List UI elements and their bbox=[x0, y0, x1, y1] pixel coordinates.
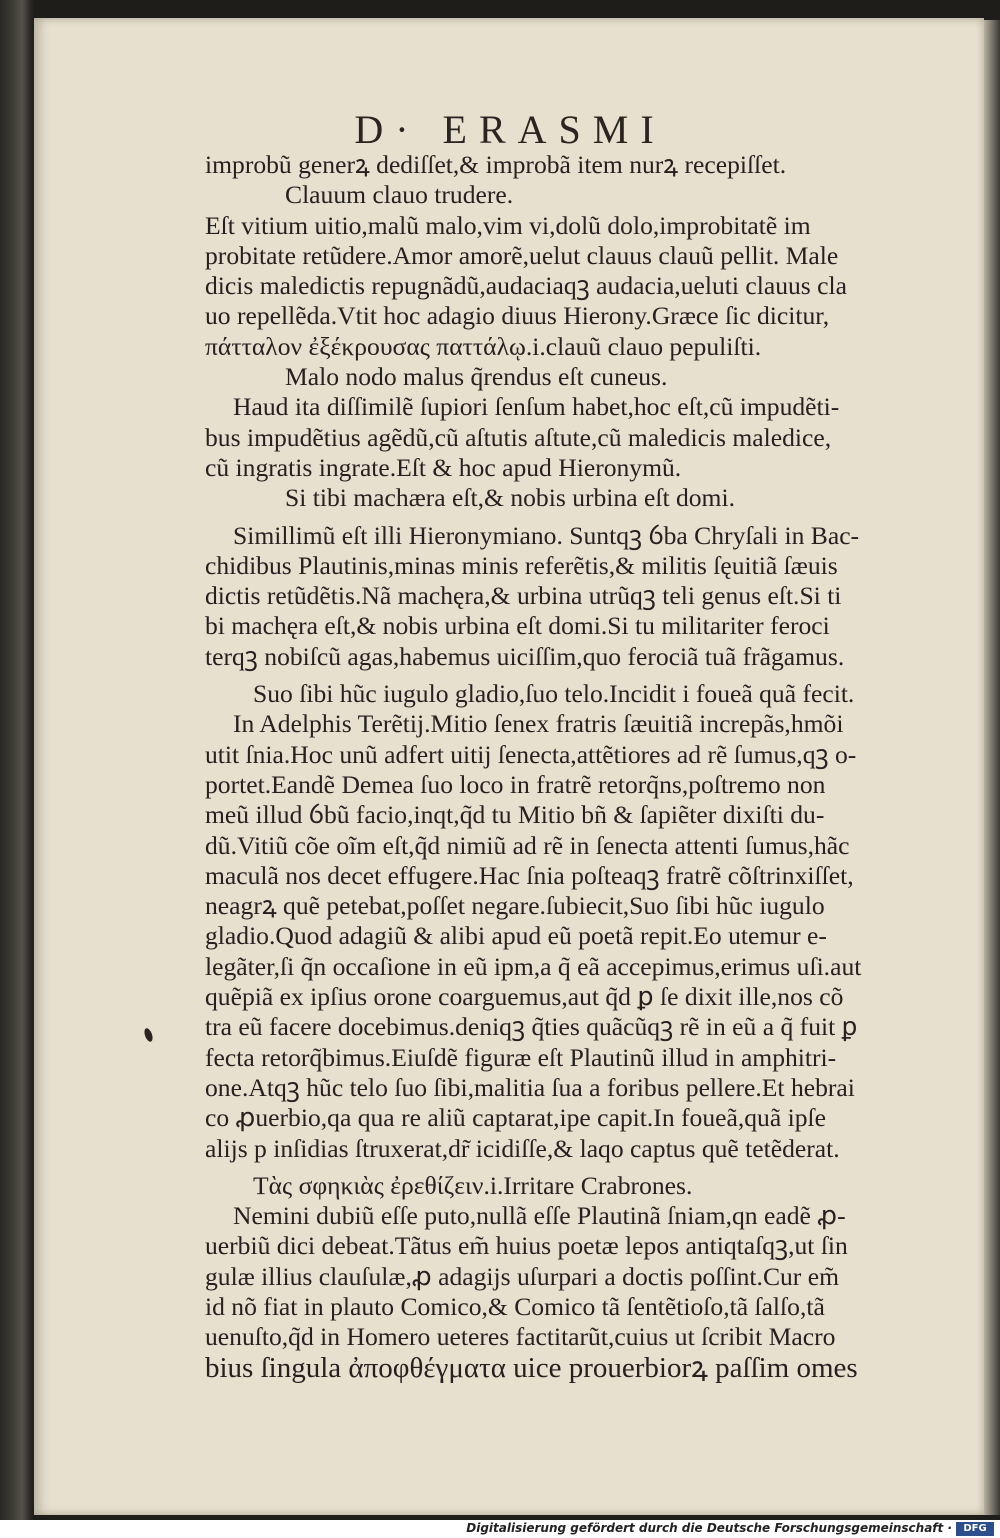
text-line: tra eũ facere docebimus.deniqꝫ q̃ties quãcũqꝫ rẽ in eũ a q̃ fuit ꝑ bbox=[205, 1012, 858, 1042]
text-line: alijs p inſidias ſtruxerat,dr̃ icidiſſe,& laqo captus quẽ tetẽderat. bbox=[205, 1133, 840, 1163]
text-line: bus impudẽtius agẽdũ,cũ aſtutis aſtute,cũ maledicis maledice, bbox=[205, 422, 832, 452]
text-line: neagrꝝ quẽ petebat,poſſet negare.ſubiecit,Suo ſibi hũc iugulo bbox=[205, 891, 825, 921]
text-line: maculã nos decet effugere.Hac ſnia poſteaqꝫ fratrẽ cõſtrinxiſſet, bbox=[205, 860, 854, 890]
text-line: bius ſingula ἀποφθέγματα uice prouerbiorꝝ paſſim omes bbox=[205, 1352, 858, 1383]
text-line: utit ſnia.Hoc unũ adfert uitij ſenecta,attẽtiores ad rẽ ſumus,qꝫ o- bbox=[205, 739, 857, 769]
text-line: Suo ſibi hũc iugulo gladio,ſuo telo.Incidit i foueã quã fecit. bbox=[253, 679, 855, 709]
text-line: id nõ fiat in plauto Comico,& Comico tã ſentẽtioſo,tã ſalſo,tã bbox=[205, 1291, 825, 1321]
page-edge bbox=[984, 20, 1000, 1515]
text-line: meũ illud ỽbũ facio,inqt,q̃d tu Mitio bñ & ſapiẽter dixiſti du- bbox=[205, 800, 825, 830]
text-line: gulæ illius clauſulæ,ꝓ adagijs uſurpari a doctis poſſint.Cur em̃ bbox=[205, 1261, 839, 1291]
text-line: Clauum clauo trudere. bbox=[285, 180, 514, 210]
text-line: Si tibi machæra eſt,& nobis urbina eſt domi. bbox=[285, 483, 735, 513]
text-line: uerbiũ dici debeat.Tãtus em̃ huius poetæ lepos antiqtaſqꝫ,ut ſin bbox=[205, 1231, 848, 1261]
text-line: Malo nodo malus q̃rendus eſt cuneus. bbox=[285, 362, 668, 392]
text-line: co ꝓuerbio,qa qua re aliũ captarat,ipe capit.In foueã,quã ipſe bbox=[205, 1103, 826, 1133]
running-header: D· ERASMI bbox=[354, 107, 666, 152]
text-line: cũ ingratis ingrate.Eſt & hoc apud Hieronymũ. bbox=[205, 452, 682, 482]
text-line: Nemini dubiũ eſſe puto,nullã eſſe Plautinã ſniam,qn eadẽ ꝓ- bbox=[233, 1201, 846, 1231]
text-line: bi machęra eſt,& nobis urbina eſt domi.Si tu militariter feroci bbox=[205, 611, 830, 641]
text-line: In Adelphis Terẽtij.Mitio ſenex fratris ſæuitiã increpãs,hmõi bbox=[233, 709, 844, 739]
text-line: Haud ita diſſimilẽ ſupiori ſenſum habet,hoc eſt,cũ impudẽti- bbox=[233, 392, 840, 422]
text-line: legãter,ſi q̃n occaſione in eũ ipm,a q̃ eã accepimus,erimus uſi.aut bbox=[205, 951, 862, 981]
text-line: terqꝫ nobiſcũ agas,habemus uiciſſim,quo ferociã tuã frãgamus. bbox=[205, 641, 845, 671]
text-line: dũ.Vitiũ cõe oĩm eſt,q̃d nimiũ ad rẽ in ſenecta attenti ſumus,hãc bbox=[205, 830, 850, 860]
text-line: uo repellẽda.Vtit hoc adagio diuus Hierony.Græce ſic dicitur, bbox=[205, 301, 830, 331]
text-line: gladio.Quod adagiũ & alibi apud eũ poetã repit.Eo utemur e- bbox=[205, 921, 827, 951]
text-line: Simillimũ eſt illi Hieronymiano. Suntqꝫ ỽba Chryſali in Bac- bbox=[233, 520, 860, 550]
text-line: πάτταλον ἐξέκρουσας παττάλῳ.i.clauũ clauo pepuliſti. bbox=[205, 331, 762, 361]
text-line: uenuſto,q̃d in Homero ueteres factitarũt,cuius ut ſcribit Macro bbox=[205, 1322, 836, 1352]
text-line: dictis retũdẽtis.Nã machęra,& urbina utrũqꝫ teli genus eſt.Si ti bbox=[205, 581, 842, 611]
text-line: chidibus Plautinis,minas minis referẽtis,& militis ſęuitiã ſæuis bbox=[205, 550, 838, 580]
text-line: probitate retũdere.Amor amorẽ,uelut clauus clauũ pellit. Male bbox=[205, 240, 839, 270]
text-line: improbũ generꝝ dediſſet,& improbã item nurꝝ recepiſſet. bbox=[205, 150, 787, 179]
dfg-logo: DFG bbox=[956, 1522, 994, 1536]
text-block bbox=[205, 150, 945, 1383]
text-line: one.Atqꝫ hũc telo ſuo ſibi,malitia ſua a foribus pellere.Et hebrai bbox=[205, 1072, 855, 1102]
text-line: quẽpiã ex ipſius orone coarguemus,aut q̃d ꝑ ſe dixit ille,nos cõ bbox=[205, 982, 844, 1012]
funding-credit: Digitalisierung gefördert durch die Deutsche Forschungsgemeinschaft · bbox=[466, 1521, 952, 1535]
text-line: fecta retorq̃bimus.Eiuſdẽ figuræ eſt Plautinũ illud in amphitri- bbox=[205, 1042, 837, 1072]
text-line: portet.Eandẽ Demea ſuo loco in fratrẽ retorq̃ns,poſtremo non bbox=[205, 769, 826, 799]
text-line: Eſt vitium uitio,malũ malo,vim vi,dolũ dolo,improbitatẽ im bbox=[205, 210, 811, 240]
text-line: dicis maledictis repugnãdũ,audaciaqꝫ audacia,ueluti clauus cla bbox=[205, 271, 847, 301]
text-line: Τὰς σφηκιὰς ἐρεθίζειν.i.Irritare Crabrones. bbox=[253, 1170, 693, 1200]
footer-bar bbox=[0, 1520, 1000, 1538]
